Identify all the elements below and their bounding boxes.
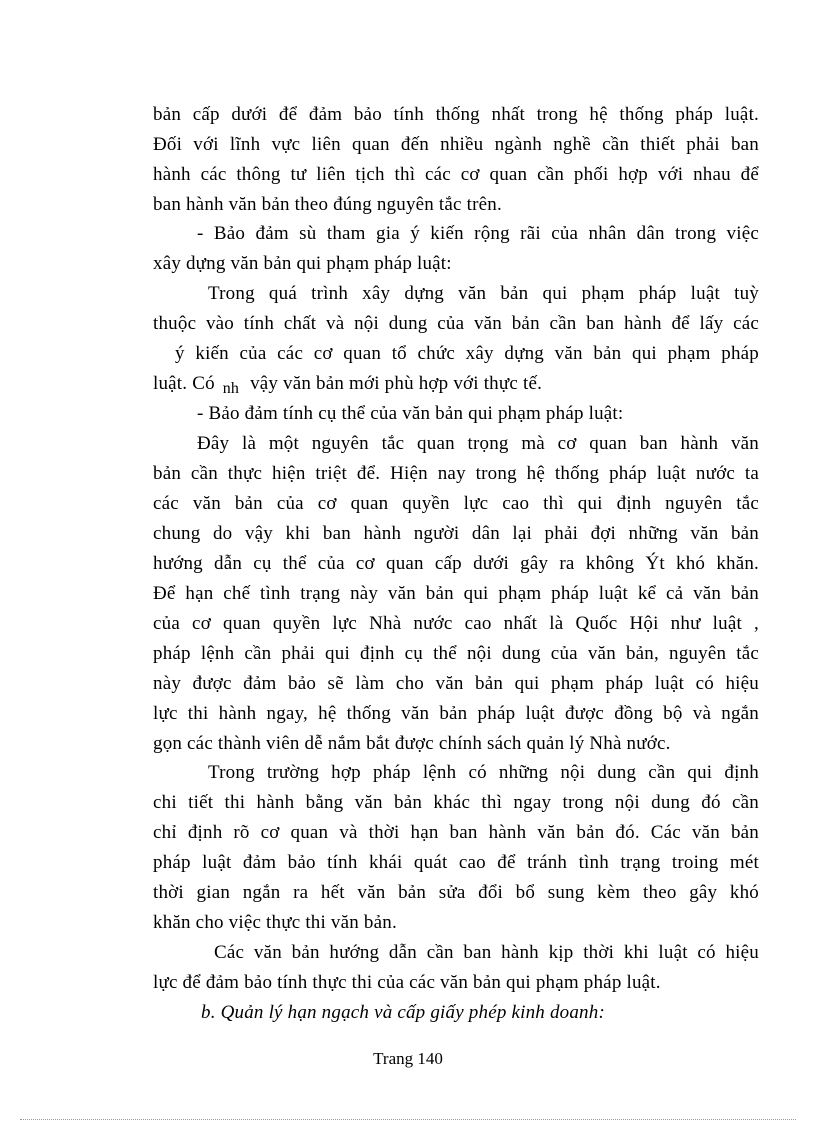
page-number: Trang 140 xyxy=(373,1049,443,1068)
page-divider xyxy=(20,1119,796,1120)
body-line: bản cấp dưới để đảm bảo tính thống nhất trong hệ thống pháp luật. xyxy=(153,104,759,125)
body-line: - Bảo đảm sù tham gia ý kiến rộng rãi của nhân dân trong việc xyxy=(197,223,759,244)
body-line: khăn cho việc thực thi văn bản. xyxy=(153,912,397,933)
split-part-2: vậy văn bản mới phù hợp với thực tế. xyxy=(250,373,543,394)
body-line: chỉ định rõ cơ quan và thời hạn ban hành văn bản đó. Các văn bản xyxy=(153,822,759,843)
body-line: chi tiết thi hành bằng văn bản khác thì ngay trong nội dung đó cần xyxy=(153,792,759,813)
body-line: pháp luật đảm bảo tính khái quát cao để tránh tình trạng troing mét xyxy=(153,852,759,873)
body-line: lực thi hành ngay, hệ thống văn bản pháp luật được đồng bộ và ngắn xyxy=(153,703,759,724)
body-line: hướng dẫn cụ thể của cơ quan cấp dưới gây ra không Ýt khó khăn. xyxy=(153,553,759,574)
body-line: Đây là một nguyên tắc quan trọng mà cơ quan ban hành văn xyxy=(197,433,759,454)
body-line: hành các thông tư liên tịch thì các cơ quan cần phối hợp với nhau để xyxy=(153,164,759,185)
body-line: bản cần thực hiện triệt để. Hiện nay trong hệ thống pháp luật nước ta xyxy=(153,463,759,484)
section-heading: b. Quản lý hạn ngạch và cấp giấy phép kinh doanh: xyxy=(201,1002,605,1023)
body-line: này được đảm bảo sẽ làm cho văn bản qui phạm pháp luật có hiệu xyxy=(153,673,759,694)
body-line: Đối với lĩnh vực liên quan đến nhiều ngành nghề cần thiết phải ban xyxy=(153,134,759,155)
body-line: thời gian ngắn ra hết văn bản sửa đổi bổ sung kèm theo gây khó xyxy=(153,882,759,903)
body-line: của cơ quan quyền lực Nhà nước cao nhất là Quốc Hội như luật , xyxy=(153,613,759,634)
body-line: xây dựng văn bản qui phạm pháp luật: xyxy=(153,253,452,274)
body-line: chung do vậy khi ban hành người dân lại phải đợi những văn bản xyxy=(153,523,759,544)
body-line: các văn bản của cơ quan quyền lực cao thì qui định nguyên tắc xyxy=(153,493,759,514)
body-line: ý kiến của các cơ quan tổ chức xây dựng văn bản qui phạm pháp xyxy=(175,343,759,364)
body-line: ban hành văn bản theo đúng nguyên tắc trên. xyxy=(153,194,502,215)
split-subscript: nh xyxy=(222,380,240,397)
body-line: Trong quá trình xây dựng văn bản qui phạm pháp luật tuỳ xyxy=(208,283,759,304)
split-part-1: luật. Có xyxy=(153,373,215,394)
body-line: Trong trường hợp pháp lệnh có những nội dung cần qui định xyxy=(208,762,759,783)
body-line: thuộc vào tính chất và nội dung của văn bản cần ban hành để lấy các xyxy=(153,313,759,334)
body-line: lực để đảm bảo tính thực thi của các văn bản qui phạm pháp luật. xyxy=(153,972,661,993)
body-line: Các văn bản hướng dẫn cần ban hành kịp thời khi luật có hiệu xyxy=(214,942,759,963)
body-line-split xyxy=(153,369,759,399)
body-line: gọn các thành viên dễ nắm bắt được chính sách quản lý Nhà nước. xyxy=(153,733,671,754)
body-line: - Bảo đảm tính cụ thể của văn bản qui phạm pháp luật: xyxy=(197,403,624,424)
body-line: Để hạn chế tình trạng này văn bản qui phạm pháp luật kể cả văn bản xyxy=(153,583,759,604)
body-line: pháp lệnh cần phải qui định cụ thể nội dung của văn bản, nguyên tắc xyxy=(153,643,759,664)
